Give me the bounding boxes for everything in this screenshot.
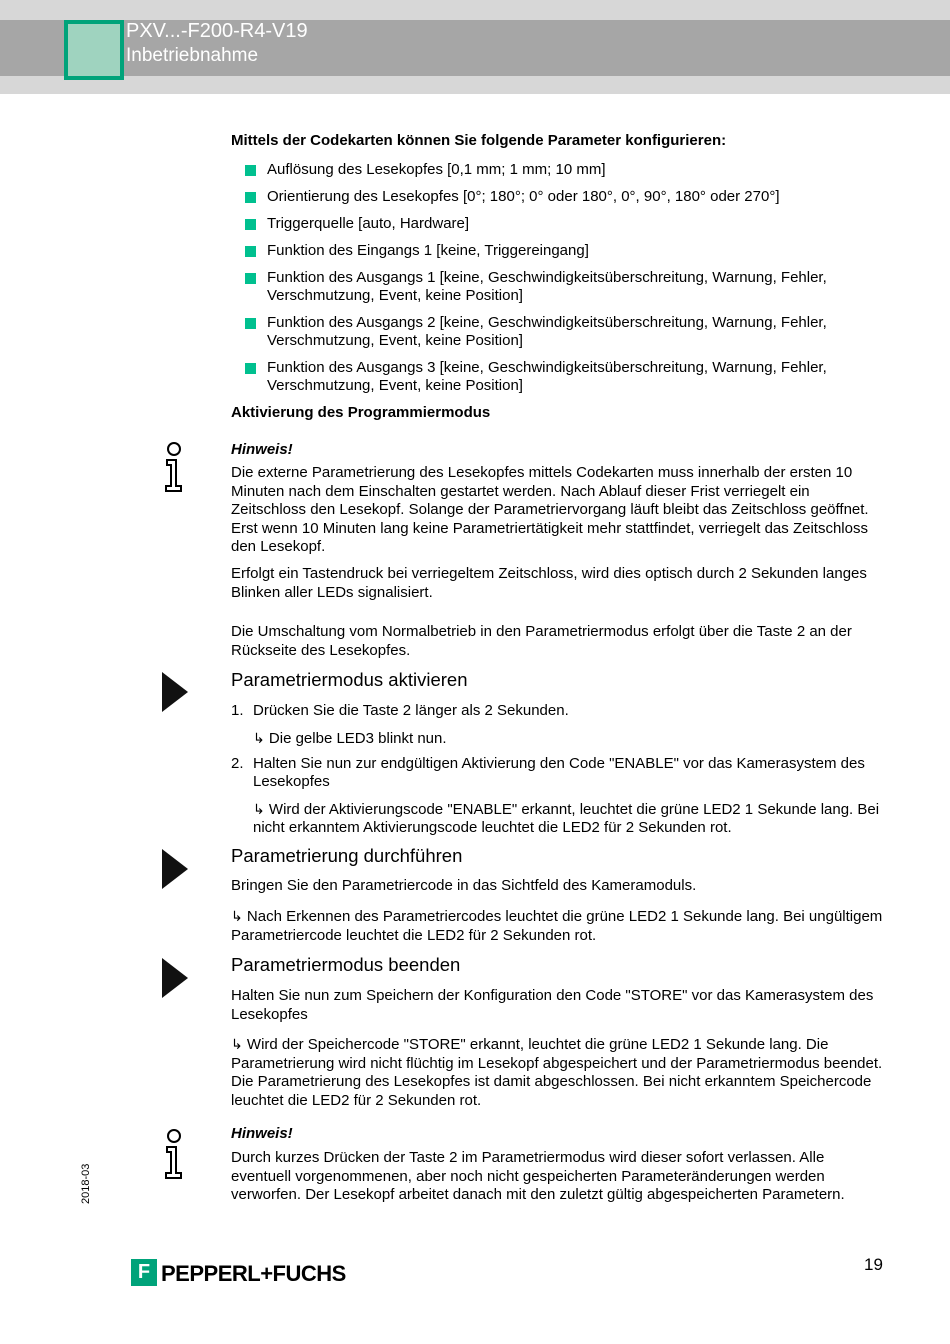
action-arrow-icon bbox=[162, 672, 188, 712]
bullet-marker bbox=[245, 273, 256, 284]
section-heading: Aktivierung des Programmiermodus bbox=[231, 404, 491, 421]
bullet-marker bbox=[245, 219, 256, 230]
subheading-activate: Parametriermodus aktivieren bbox=[231, 669, 468, 690]
bullet-marker bbox=[245, 192, 256, 203]
bullet-item: Funktion des Ausgangs 3 [keine, Geschwindigkeitsüberschreitung, Warnung, Fehler, Verschmutzung, Event, keine Position] bbox=[267, 359, 827, 394]
perform-text: Bringen Sie den Parametriercode in das Sichtfeld des Kameramoduls. bbox=[231, 877, 697, 894]
bullet-item: Funktion des Ausgangs 1 [keine, Geschwindigkeitsüberschreitung, Warnung, Fehler, Verschmutzung, Event, keine Position] bbox=[267, 269, 827, 304]
bullet-item: Orientierung des Lesekopfes [0°; 180°; 0° oder 180°, 0°, 90°, 180° oder 270°] bbox=[267, 188, 780, 205]
result-arrow-icon: ↳ bbox=[231, 1037, 243, 1053]
intro-text: Mittels der Codekarten können Sie folgende Parameter konfigurieren: bbox=[231, 132, 727, 149]
result-arrow-icon: ↳ bbox=[231, 909, 243, 925]
step-result: ↳ Die gelbe LED3 blinkt nun. bbox=[253, 730, 447, 747]
finish-result: ↳ Wird der Speichercode "STORE" erkannt, leuchtet die grüne LED2 1 Sekunde lang. Die Parametrierung wird nicht flüchtig im Lesekopf abgespeichert und der Parametriermodus beendet. Die Parametrierung des Lesekopfes ist damit abgeschlossen. Bei nicht erkanntem Speichercode leuchtet die LED2 für 2 Sekunden rot. bbox=[231, 1036, 883, 1109]
step-number: 2. bbox=[231, 755, 244, 772]
note-paragraph: Die externe Parametrierung des Lesekopfes mittels Codekarten muss innerhalb der ersten 10 Minuten nach dem Einschalten gestartet werden. Nach Ablauf dieser Frist verriegelt ein Zeitschloss den Lesekopf. Solange der Parametriervorgang läuft bleibt das Zeitschloss geöffnet. Erst wenn 10 Minuten lang keine Parametriertätigkeit mehr stattfindet, verriegelt das Zeitschloss den Lesekopf. bbox=[231, 464, 869, 555]
info-icon bbox=[162, 442, 186, 492]
finish-text: Halten Sie nun zum Speichern der Konfiguration den Code "STORE" vor das Kamerasystem des Lesekopfes bbox=[231, 987, 874, 1023]
bullet-marker bbox=[245, 165, 256, 176]
bullet-item: Funktion des Eingangs 1 [keine, Triggereingang] bbox=[267, 242, 589, 259]
bullet-item: Funktion des Ausgangs 2 [keine, Geschwindigkeitsüberschreitung, Warnung, Fehler, Verschmutzung, Event, keine Position] bbox=[267, 314, 827, 349]
step-number: 1. bbox=[231, 702, 244, 719]
action-arrow-icon bbox=[162, 849, 188, 889]
step-result: ↳ Wird der Aktivierungscode "ENABLE" erkannt, leuchtet die grüne LED2 1 Sekunde lang. Bei nicht erkanntem Aktivierungscode leuchtet die LED2 für 2 Sekunden rot. bbox=[253, 801, 880, 836]
perform-result: ↳ Nach Erkennen des Parametriercodes leuchtet die grüne LED2 1 Sekunde lang. Bei ungültigem Parametriercode leuchtet die LED2 für 2 Sekunden rot. bbox=[231, 908, 883, 944]
bullet-marker bbox=[245, 318, 256, 329]
note-paragraph: Durch kurzes Drücken der Taste 2 im Parametriermodus wird dieser sofort verlassen. Alle eventuell vorgenommenen, aber noch nicht gespeicherten Parameteränderungen werden verworfen. Der Lesekopf arbeitet danach mit den zuletzt gültig abgespeicherten Parametern. bbox=[231, 1149, 845, 1203]
bullet-marker bbox=[245, 363, 256, 374]
note-label: Hinweis! bbox=[231, 1125, 293, 1142]
edition-date: 2018-03 bbox=[80, 1163, 92, 1204]
switch-text: Die Umschaltung vom Normalbetrieb in den Parametriermodus erfolgt über die Taste 2 an der Rückseite des Lesekopfes. bbox=[231, 623, 852, 659]
step-text: Halten Sie nun zur endgültigen Aktivierung den Code "ENABLE" vor das Kamerasystem des Lesekopfes bbox=[253, 755, 865, 790]
result-arrow-icon: ↳ bbox=[253, 731, 265, 747]
document-title: PXV...-F200-R4-V19 bbox=[126, 20, 308, 42]
result-arrow-icon: ↳ bbox=[253, 802, 265, 818]
step-text: Drücken Sie die Taste 2 länger als 2 Sekunden. bbox=[253, 702, 569, 719]
note-label: Hinweis! bbox=[231, 441, 293, 458]
brand-name: PEPPERL+FUCHS bbox=[161, 1261, 346, 1286]
brand-mark-icon: F bbox=[131, 1259, 157, 1286]
page-number: 19 bbox=[864, 1255, 883, 1274]
bullet-item: Triggerquelle [auto, Hardware] bbox=[267, 215, 470, 232]
section-title: Inbetriebnahme bbox=[126, 45, 259, 66]
action-arrow-icon bbox=[162, 958, 188, 998]
subheading-perform: Parametrierung durchführen bbox=[231, 845, 463, 866]
header-logo-square bbox=[64, 20, 124, 80]
bullet-item: Auflösung des Lesekopfes [0,1 mm; 1 mm; 10 mm] bbox=[267, 161, 606, 178]
bullet-marker bbox=[245, 246, 256, 257]
info-icon bbox=[162, 1129, 186, 1179]
note-paragraph: Erfolgt ein Tastendruck bei verriegeltem Zeitschloss, wird dies optisch durch 2 Sekunden langes Blinken aller LEDs signalisiert. bbox=[231, 565, 867, 601]
subheading-finish: Parametriermodus beenden bbox=[231, 954, 461, 975]
